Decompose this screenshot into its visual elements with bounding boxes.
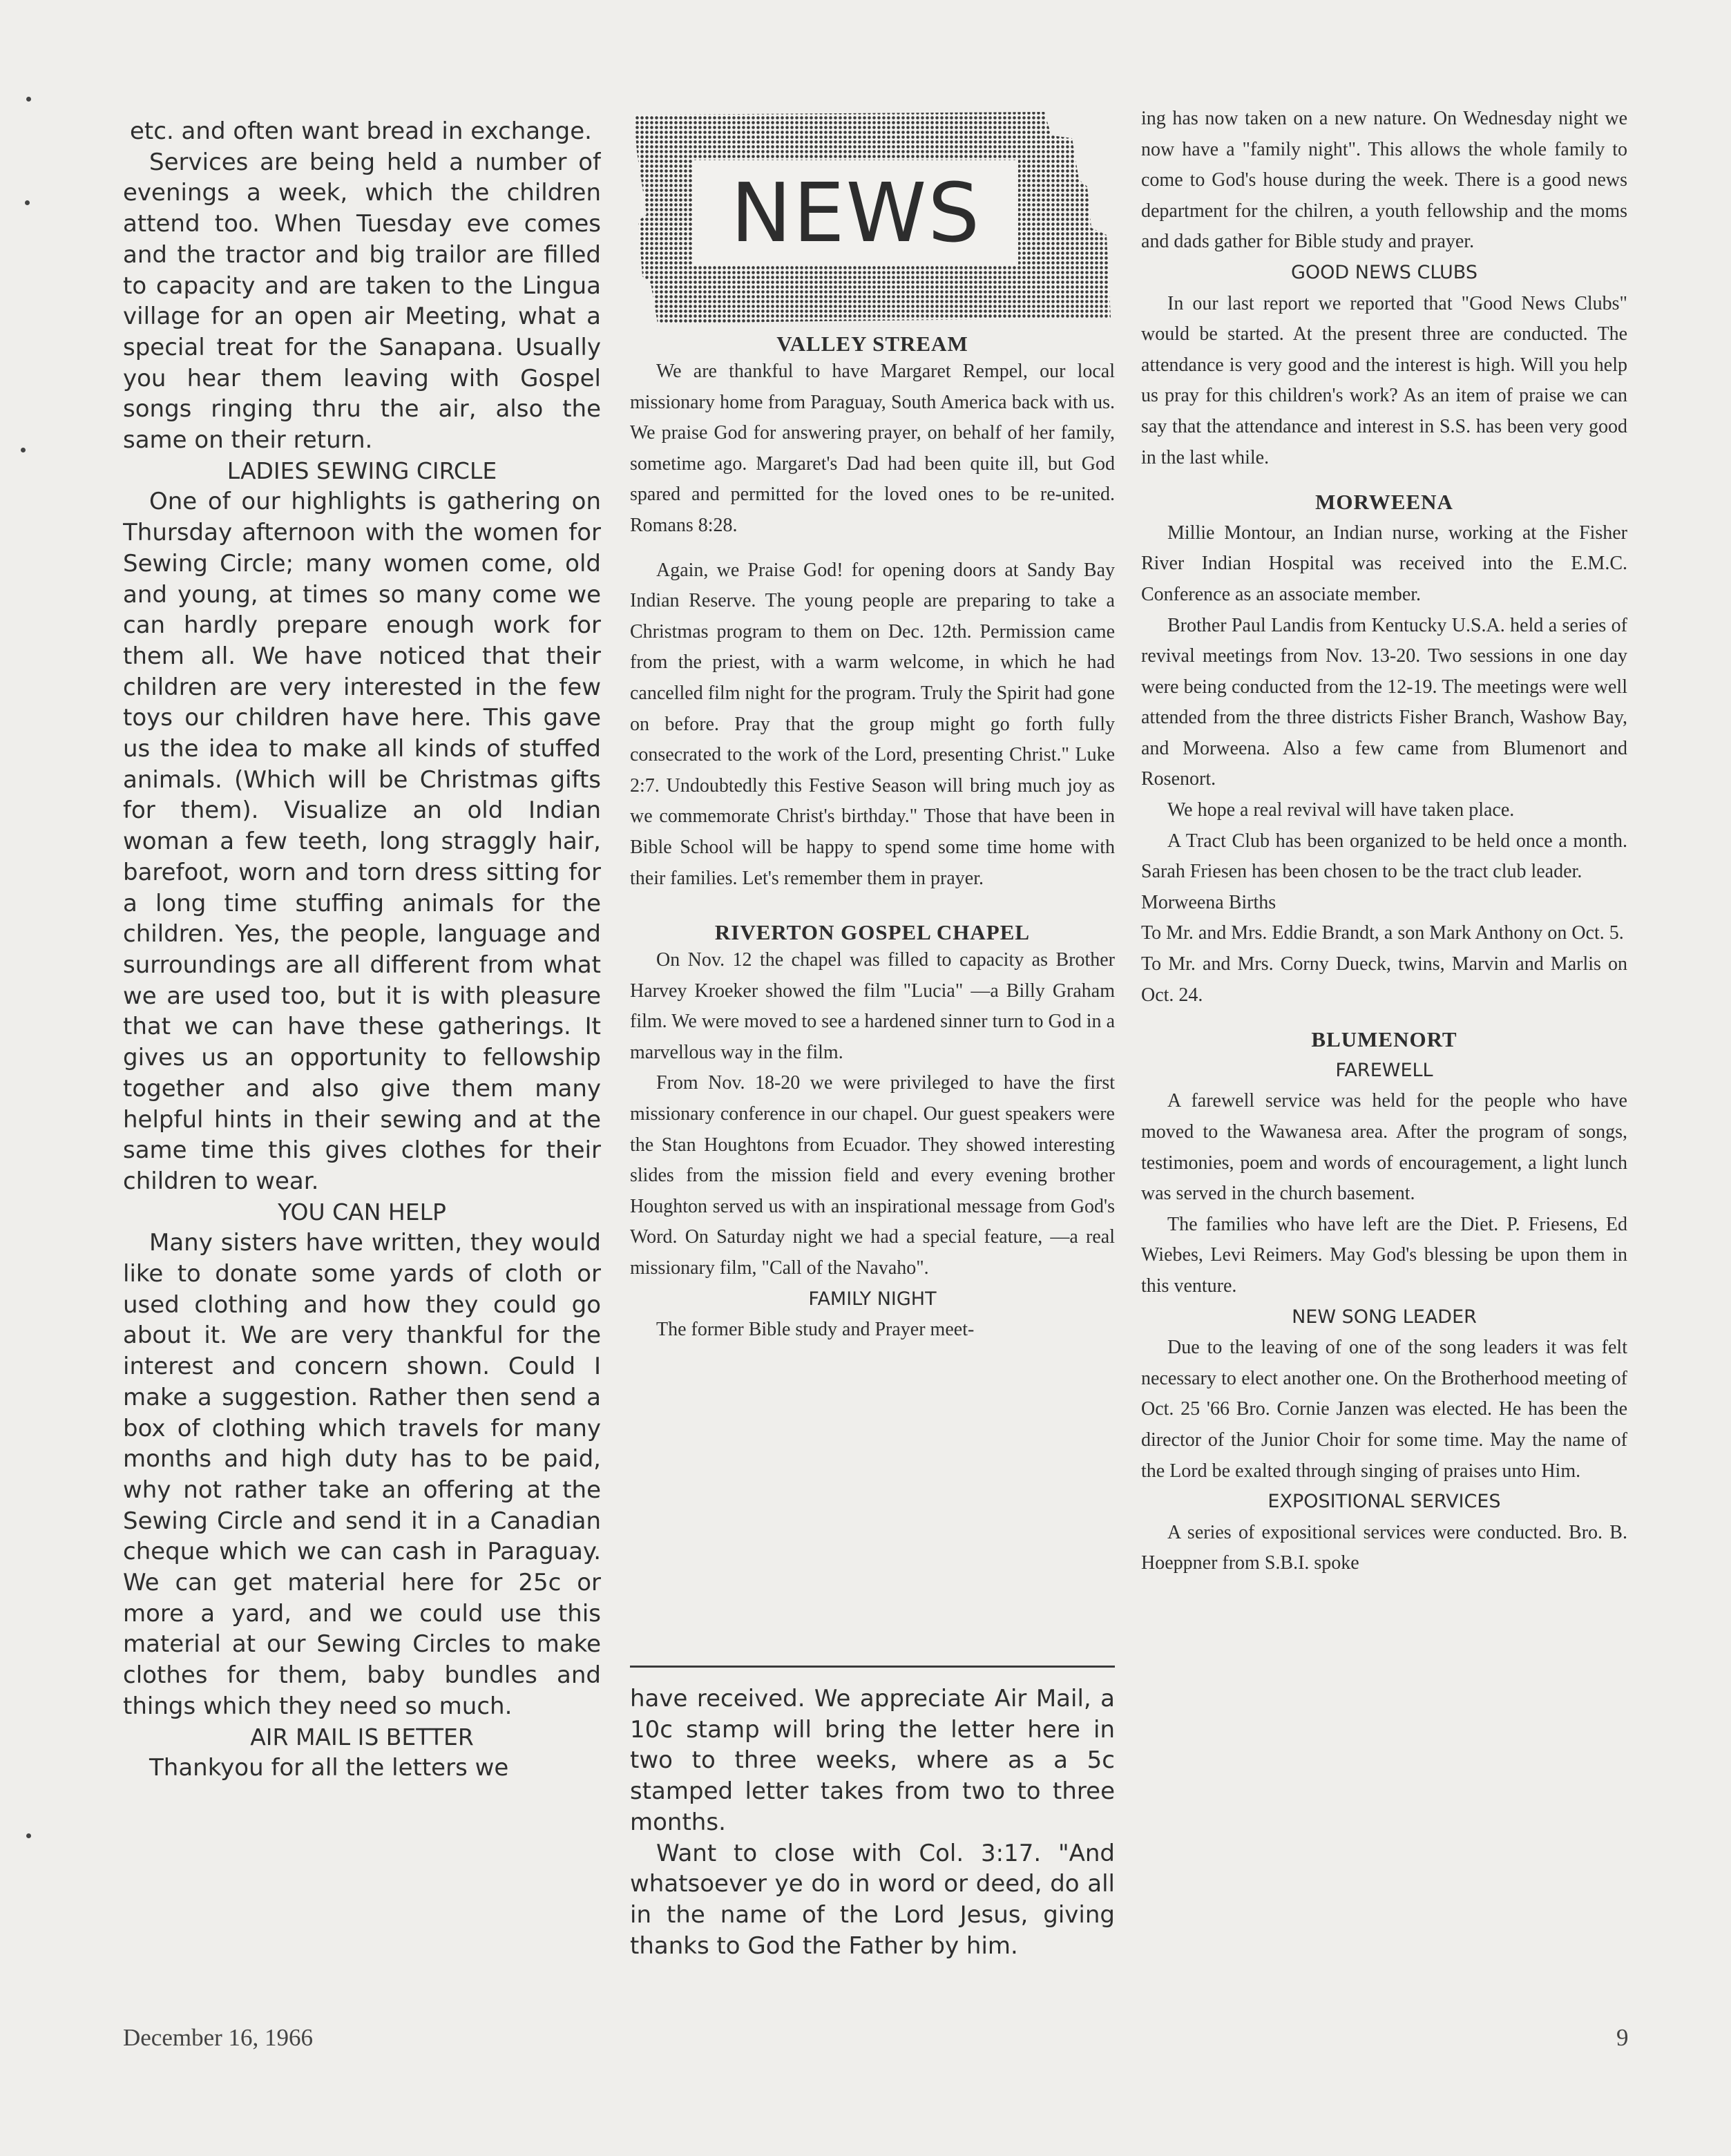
- morweena-births-title: Morweena Births: [1141, 891, 1276, 913]
- scan-speck: [21, 448, 26, 452]
- morweena-paragraph-1: Millie Montour, an Indian nurse, working at the Fisher River Indian Hospital was received into the E.M.C. Conference as an associate member.: [1141, 522, 1627, 605]
- column-middle-lower: [630, 1683, 1115, 2008]
- valley-paragraph-1: We are thankful to have Margaret Rempel, our local missionary home from Paraguay, South America back with us. We praise God for answering prayer, on behalf of her family, sometime ago. Margaret's Dad had been quite ill, but God spared and permitted for the loved ones to be re-united. Romans 8:28.: [630, 361, 1115, 536]
- expositional-paragraph: A series of expositional services were conducted. Bro. B. Hoeppner from S.B.I. spoke: [1141, 1521, 1627, 1574]
- heading-family-night: FAMILY NIGHT: [808, 1288, 937, 1310]
- heading-good-news-clubs: GOOD NEWS CLUBS: [1291, 261, 1477, 283]
- scan-speck: [26, 97, 31, 102]
- heading-farewell: FAREWELL: [1335, 1059, 1433, 1081]
- heading-expositional-services: EXPOSITIONAL SERVICES: [1268, 1491, 1501, 1513]
- page-number: 9: [1616, 2024, 1629, 2051]
- blumenort-paragraph-1: A farewell service was held for the people who have moved to the Wawanesa area. After the program of songs, testimonies, poem and words of encouragement, a light lunch was served in the church basement.: [1141, 1090, 1627, 1205]
- col1-paragraph-2: Services are being held a number of evenings a week, which the children attend too. When Tuesday eve comes and the tractor and big trailor are filled to capacity and are taken to the Lingua village for an open air Meeting, what a special treat for the Sanapana. Usually you hear them leaving with Gospel songs ringing thru the air, also the same on their return.: [123, 148, 601, 455]
- heading-morweena: MORWEENA: [1315, 490, 1453, 515]
- column-left: [123, 116, 601, 2009]
- column-divider-rule: [630, 1666, 1115, 1668]
- valley-paragraph-2: Again, we Praise God! for opening doors at Sandy Bay Indian Reserve. The young people are preparing to take a Christmas program to them on Dec. 12th. Permission came from the priest, with a warm welcome, in which he had cancelled film night for the program. Truly the Spirit had gone on before. Pray that the group might go forth fully consecrated to the work of the Lord, presenting Christ." Luke 2:7. Undoubtedly this Festive Season will bring much joy as we commemorate Christ's birthday." Those that have been in Bible School will be happy to spend some time home with their families. Let's remember them in prayer.: [630, 559, 1115, 889]
- scan-speck: [25, 200, 30, 205]
- heading-blumenort: BLUMENORT: [1311, 1027, 1457, 1052]
- footer-date: December 16, 1966: [123, 2024, 314, 2051]
- col1-paragraph-4: Many sisters have written, they would like to donate some yards of cloth or used clothing and how they could go about it. We are very thankful for the interest and concern shown. Could I make a suggestion. Rather then send a box of clothing which travels for many months and high duty has to be paid, why not rather take an offering at the Sewing Circle and send it in a Canadian cheque which we can cash in Paraguay. We can get material here for 25c or more a yard, and we could use this material at our Sewing Circles to make clothes for them, baby bundles and things which they need so much.: [123, 1229, 601, 1720]
- col1-paragraph-5: Thankyou for all the letters we: [149, 1754, 509, 1782]
- col1-paragraph-1: etc. and often want bread in exchange.: [130, 117, 592, 145]
- family-night-continued: ing has now taken on a new nature. On Wednesday night we now have a "family night". This allows the whole family to come to God's house during the week. There is a good news department for the chilren, a youth fellowship and the moms and dads gather for Bible study and prayer.: [1141, 108, 1627, 253]
- heading-ladies-sewing-circle: LADIES SEWING CIRCLE: [227, 457, 497, 484]
- column-right: [1141, 104, 1627, 2010]
- birth-entry-1: To Mr. and Mrs. Eddie Brandt, a son Mark Anthony on Oct. 5.: [1141, 922, 1624, 944]
- scan-speck: [26, 1833, 31, 1838]
- air-mail-continued-paragraph: have received. We appreciate Air Mail, a 10c stamp will bring the letter here in two to three weeks, where as a 5c stamped letter takes from two to three months.: [630, 1685, 1115, 1836]
- morweena-paragraph-4: A Tract Club has been organized to be held once a month. Sarah Friesen has been chosen to be the tract club leader.: [1141, 830, 1627, 883]
- news-title: NEWS: [694, 160, 1018, 265]
- heading-new-song-leader: NEW SONG LEADER: [1292, 1306, 1477, 1328]
- song-leader-paragraph: Due to the leaving of one of the song leaders it was felt necessary to elect another one. On the Brotherhood meeting of Oct. 25 '66 Bro. Cornie Janzen was elected. He has been the director of the Junior Choir for some time. May the name of the Lord be exalted through singing of praises unto Him.: [1141, 1337, 1627, 1482]
- riverton-paragraph-1: On Nov. 12 the chapel was filled to capacity as Brother Harvey Kroeker showed the film "Lucia" —a Billy Graham film. We were moved to see a hardened sinner turn to God in a marvellous way in the film.: [630, 949, 1115, 1063]
- closing-paragraph: Want to close with Col. 3:17. "And whatsoever ye do in word or deed, do all in the name of the Lord Jesus, giving thanks to God the Father by him.: [630, 1839, 1115, 1960]
- column-middle: [630, 0, 1115, 2009]
- birth-entry-2: To Mr. and Mrs. Corny Dueck, twins, Marvin and Marlis on Oct. 24.: [1141, 953, 1627, 1006]
- col1-paragraph-3: One of our highlights is gathering on Thursday afternoon with the women for Sewing Circle; many women come, old and young, at times so many come we can hardly prepare enough work for them all. We have noticed that their children are very interested in the few toys our children have here. This gave us the idea to make all kinds of stuffed animals. (Which will be Christmas gifts for them). Visualize an old Indian woman a few teeth, long straggly hair, barefoot, worn and torn dress sitting for a long time stuffing animals for the children. Yes, the people, language and surroundings are all different from what we are used too, but it is with pleasure that we can have these gatherings. It gives us an opportunity to fellowship together and also give them many helpful hints in their sewing and at the same time this gives clothes for their children to wear.: [123, 488, 601, 1195]
- news-banner: [630, 111, 1115, 326]
- heading-valley-stream: VALLEY STREAM: [776, 332, 968, 356]
- heading-riverton-gospel-chapel: RIVERTON GOSPEL CHAPEL: [714, 920, 1031, 945]
- morweena-paragraph-3: We hope a real revival will have taken place.: [1167, 799, 1515, 821]
- column-middle-upper: [630, 332, 1115, 1658]
- morweena-paragraph-2: Brother Paul Landis from Kentucky U.S.A. held a series of revival meetings from Nov. 13-20. Two sessions in one day were being conducted from the 12-19. The meetings were well attended from the three districts Fisher Branch, Washow Bay, and Morweena. Also a few came from Blumenort and Rosenort.: [1141, 614, 1627, 790]
- riverton-paragraph-2: From Nov. 18-20 we were privileged to have the first missionary conference in our chapel. Our guest speakers were the Stan Houghtons from Ecuador. They showed interesting slides from the mission field and every evening brother Houghton served us with an inspirational message from God's Word. On Saturday night we had a special feature, —a real missionary film, "Call of the Navaho".: [630, 1072, 1115, 1279]
- blumenort-paragraph-2: The families who have left are the Diet. P. Friesens, Ed Wiebes, Levi Reimers. May God's blessing be upon them in this venture.: [1141, 1213, 1627, 1297]
- heading-you-can-help: YOU CAN HELP: [278, 1198, 446, 1225]
- good-news-paragraph: In our last report we reported that "Good News Clubs" would be started. At the present three are conducted. The attendance is very good and the interest is high. Will you help us pray for this children's work? As an item of praise we can say that the attendance and interest in S.S. has been very good in the last while.: [1141, 292, 1627, 468]
- family-night-paragraph: The former Bible study and Prayer meet-: [656, 1319, 975, 1341]
- heading-air-mail-is-better: AIR MAIL IS BETTER: [250, 1723, 474, 1750]
